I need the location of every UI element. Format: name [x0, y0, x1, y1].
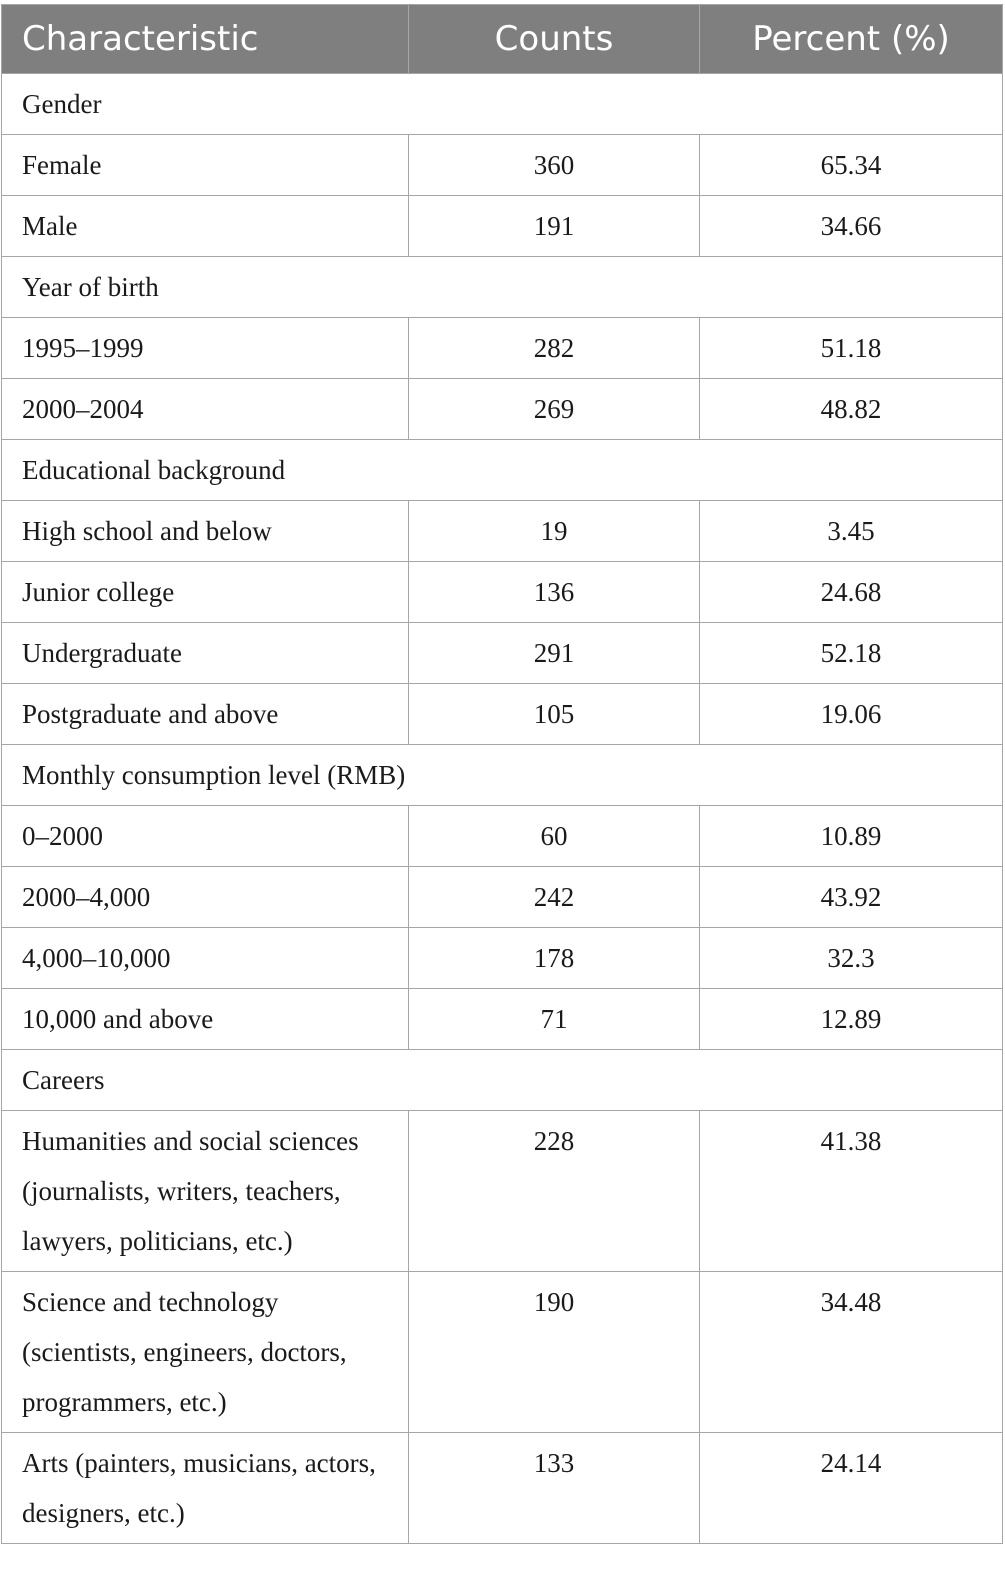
row-percent: 32.3 [700, 928, 1003, 989]
row-label: High school and below [2, 501, 409, 562]
row-count: 136 [409, 562, 700, 623]
section-title: Educational background [2, 440, 1003, 501]
row-percent: 65.34 [700, 135, 1003, 196]
row-count: 282 [409, 318, 700, 379]
row-label: Science and technology (scientists, engineers, doctors, programmers, etc.) [2, 1272, 409, 1433]
header-characteristic: Characteristic [2, 5, 409, 74]
table-row [2, 928, 1003, 989]
table-row [2, 562, 1003, 623]
row-count: 19 [409, 501, 700, 562]
row-label: Female [2, 135, 409, 196]
characteristics-table [1, 4, 1003, 1544]
row-count: 190 [409, 1272, 700, 1433]
section-row [2, 1050, 1003, 1111]
table-body [2, 74, 1003, 1544]
row-percent: 3.45 [700, 501, 1003, 562]
row-percent: 24.14 [700, 1433, 1003, 1544]
table-row [2, 196, 1003, 257]
row-percent: 43.92 [700, 867, 1003, 928]
row-label: Humanities and social sciences (journalists, writers, teachers, lawyers, politicians, etc.) [2, 1111, 409, 1272]
row-label: Junior college [2, 562, 409, 623]
row-label: 2000–2004 [2, 379, 409, 440]
row-percent: 24.68 [700, 562, 1003, 623]
row-label: Male [2, 196, 409, 257]
table-row [2, 989, 1003, 1050]
row-label: Postgraduate and above [2, 684, 409, 745]
table-row [2, 1272, 1003, 1433]
section-title: Monthly consumption level (RMB) [2, 745, 1003, 806]
table-row [2, 318, 1003, 379]
table-row [2, 623, 1003, 684]
row-percent: 10.89 [700, 806, 1003, 867]
row-count: 71 [409, 989, 700, 1050]
row-count: 191 [409, 196, 700, 257]
row-label: Undergraduate [2, 623, 409, 684]
section-title: Careers [2, 1050, 1003, 1111]
section-row [2, 440, 1003, 501]
row-percent: 34.48 [700, 1272, 1003, 1433]
table-row [2, 867, 1003, 928]
row-count: 228 [409, 1111, 700, 1272]
table-row [2, 684, 1003, 745]
row-count: 360 [409, 135, 700, 196]
section-title: Year of birth [2, 257, 1003, 318]
header-row [2, 5, 1003, 74]
row-percent: 12.89 [700, 989, 1003, 1050]
section-row [2, 745, 1003, 806]
row-percent: 34.66 [700, 196, 1003, 257]
row-label: 4,000–10,000 [2, 928, 409, 989]
section-row [2, 74, 1003, 135]
row-label: Arts (painters, musicians, actors, designers, etc.) [2, 1433, 409, 1544]
table-row [2, 1433, 1003, 1544]
section-row [2, 257, 1003, 318]
table-row [2, 135, 1003, 196]
section-title: Gender [2, 74, 1003, 135]
row-label: 0–2000 [2, 806, 409, 867]
table-row [2, 501, 1003, 562]
table-row [2, 806, 1003, 867]
row-count: 269 [409, 379, 700, 440]
table-row [2, 379, 1003, 440]
row-count: 60 [409, 806, 700, 867]
row-label: 1995–1999 [2, 318, 409, 379]
row-count: 105 [409, 684, 700, 745]
header-counts: Counts [409, 5, 700, 74]
header-percent: Percent (%) [700, 5, 1003, 74]
row-label: 10,000 and above [2, 989, 409, 1050]
row-label: 2000–4,000 [2, 867, 409, 928]
row-count: 242 [409, 867, 700, 928]
row-percent: 52.18 [700, 623, 1003, 684]
row-percent: 19.06 [700, 684, 1003, 745]
row-percent: 51.18 [700, 318, 1003, 379]
row-count: 133 [409, 1433, 700, 1544]
row-percent: 41.38 [700, 1111, 1003, 1272]
row-count: 291 [409, 623, 700, 684]
row-count: 178 [409, 928, 700, 989]
table-row [2, 1111, 1003, 1272]
row-percent: 48.82 [700, 379, 1003, 440]
